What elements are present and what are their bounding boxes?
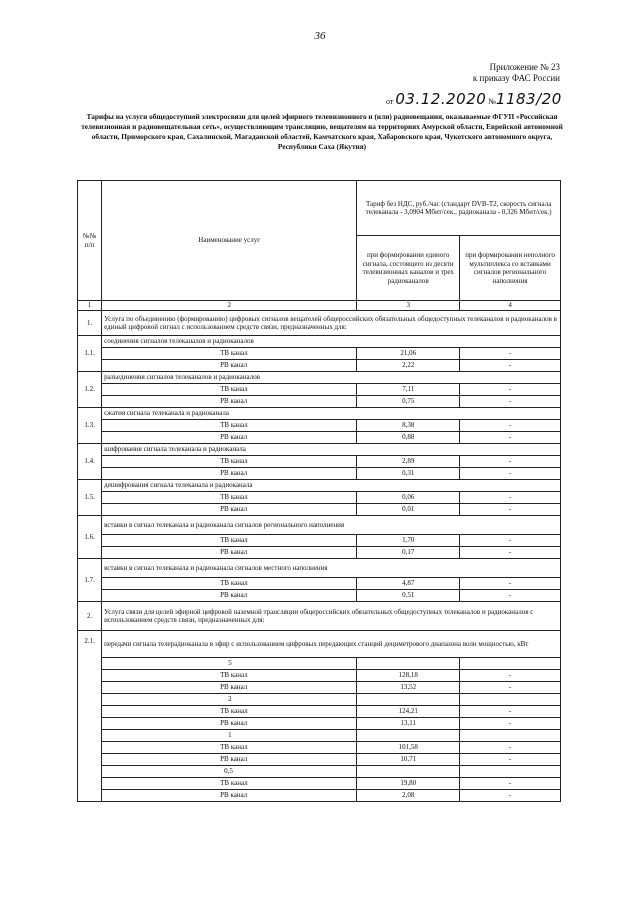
tariff-value: -	[460, 360, 561, 372]
tariff-value: -	[460, 706, 561, 718]
table-row	[78, 754, 561, 766]
channel-label: РВ канал	[102, 718, 357, 730]
channel-label: ТВ канал	[102, 348, 357, 360]
tariff-table	[77, 180, 561, 802]
tariff-value: 2,22	[357, 360, 460, 372]
tariff-value: -	[460, 504, 561, 516]
table-row	[78, 631, 561, 658]
channel-label: РВ канал	[102, 360, 357, 372]
tariff-value: 128,18	[357, 670, 460, 682]
item-number: 2.1.	[78, 631, 102, 802]
tariff-value: 0,75	[357, 396, 460, 408]
order-date: 03.12.2020	[395, 90, 487, 108]
table-row	[78, 706, 561, 718]
channel-label: ТВ канал	[102, 670, 357, 682]
table-row	[78, 778, 561, 790]
table-row	[78, 730, 561, 742]
tariff-value: -	[460, 468, 561, 480]
tariff-value: -	[460, 718, 561, 730]
table-row	[78, 504, 561, 516]
channel-label: ТВ канал	[102, 742, 357, 754]
channel-label: ТВ канал	[102, 384, 357, 396]
tariff-value: -	[460, 578, 561, 590]
tariff-value: 2,08	[357, 790, 460, 802]
appendix-label: Приложение № 23	[489, 62, 560, 72]
tariff-value: 0,06	[357, 492, 460, 504]
column-number: 4	[460, 301, 561, 311]
table-row	[78, 590, 561, 602]
tariff-value: 0,17	[357, 547, 460, 559]
item-label: шифрования сигнала телеканала и радиоканала	[102, 444, 561, 456]
channel-label: РВ канал	[102, 468, 357, 480]
power-value: 5	[102, 658, 357, 670]
item-number: 1.2.	[78, 372, 102, 408]
channel-label: РВ канал	[102, 432, 357, 444]
tariff-value: 2,89	[357, 456, 460, 468]
item-label: дешифрования сигнала телеканала и радиоканала	[102, 480, 561, 492]
section-number: 1.	[78, 311, 102, 336]
table-row	[78, 742, 561, 754]
tariff-value: -	[460, 547, 561, 559]
item-number: 1.4.	[78, 444, 102, 480]
tariff-value: 4,87	[357, 578, 460, 590]
table-row	[78, 559, 561, 578]
channel-label: ТВ канал	[102, 778, 357, 790]
tariff-value: -	[460, 682, 561, 694]
channel-label: ТВ канал	[102, 535, 357, 547]
tariff-value: -	[460, 590, 561, 602]
order-from-label: от	[386, 97, 394, 106]
channel-label: РВ канал	[102, 590, 357, 602]
header-col-name: Наименование услуг	[102, 181, 357, 301]
tariff-value: -	[460, 432, 561, 444]
tariff-value: 13,11	[357, 718, 460, 730]
page-number: 36	[314, 30, 326, 42]
item-number: 1.5.	[78, 480, 102, 516]
table-row	[78, 360, 561, 372]
table-row	[78, 535, 561, 547]
table-row	[78, 408, 561, 420]
column-number: 1	[78, 301, 102, 311]
order-number: 1183/20	[495, 90, 562, 108]
appendix-header	[380, 62, 560, 84]
table-row	[78, 384, 561, 396]
item-label: сжатия сигнала телеканала и радиоканала	[102, 408, 561, 420]
table-row	[78, 790, 561, 802]
table-row	[78, 670, 561, 682]
tariff-value: -	[460, 742, 561, 754]
item-number: 1.7.	[78, 559, 102, 602]
channel-label: РВ канал	[102, 682, 357, 694]
table-row	[78, 456, 561, 468]
item-label: соединения сигналов телеканалов и радиоканалов	[102, 336, 561, 348]
tariff-value: -	[460, 492, 561, 504]
channel-label: РВ канал	[102, 547, 357, 559]
tariff-value: 13,52	[357, 682, 460, 694]
tariff-value: -	[460, 420, 561, 432]
item-label: передачи сигнала телерадиоканала в эфир с использованием цифровых передающих станций дециметрового диапазона волн мощностью, кВт	[102, 631, 561, 658]
table-row	[78, 718, 561, 730]
tariff-value: -	[460, 456, 561, 468]
header-col-tariff: Тариф без НДС, руб./час (стандарт DVB-T2, скорость сигнала телеканала - 3,0904 Мбит/сек., радиоканала - 0,326 Мбит/сек.)	[357, 181, 561, 236]
channel-label: РВ канал	[102, 396, 357, 408]
table-row	[78, 432, 561, 444]
header-col-single-signal: при формировании единого сигнала, состоящего из десяти телевизионных каналов и трех радиоканалов	[357, 236, 460, 301]
channel-label: ТВ канал	[102, 420, 357, 432]
tariff-value: -	[460, 535, 561, 547]
item-label: вставки в сигнал телеканала и радиоканала сигналов местного наполнения	[102, 559, 561, 578]
table-row	[78, 396, 561, 408]
item-label: вставки в сигнал телеканала и радиоканала сигналов регионального наполнения	[102, 516, 561, 535]
tariff-value: 1,70	[357, 535, 460, 547]
column-numbers-row	[78, 301, 561, 311]
item-number: 1.1.	[78, 336, 102, 372]
tariff-value: -	[460, 790, 561, 802]
table-row	[78, 682, 561, 694]
tariff-value: -	[460, 348, 561, 360]
tariff-value: -	[460, 670, 561, 682]
tariff-value: -	[460, 384, 561, 396]
channel-label: РВ канал	[102, 504, 357, 516]
table-row	[78, 547, 561, 559]
power-value: 1	[102, 730, 357, 742]
order-number-label: №	[488, 97, 496, 106]
power-value: 2	[102, 694, 357, 706]
channel-label: РВ канал	[102, 754, 357, 766]
section-label: Услуга по объединению (формированию) цифровых сигналов вещателей общероссийских обязательных общедоступных телеканалов и радиоканалов в единый цифровой сигнал с использованием средств связи, предназначенных для:	[102, 311, 561, 336]
table-row	[78, 348, 561, 360]
tariff-value: 8,38	[357, 420, 460, 432]
header-col-partial-mux: при формировании неполного мультиплекса со вставками сигналов регионального наполнения	[460, 236, 561, 301]
tariff-value: -	[460, 396, 561, 408]
tariff-value: -	[460, 778, 561, 790]
tariff-value: 21,06	[357, 348, 460, 360]
table-row	[78, 766, 561, 778]
tariff-value: 0,51	[357, 590, 460, 602]
tariff-value: 19,80	[357, 778, 460, 790]
section-number: 2.	[78, 602, 102, 631]
document-title: Тарифы на услуги общедоступной электросвязи для целей эфирного телевизионного и (или) радиовещания, оказываемые ФГУП «Российская телевизионная и радиовещательная сеть», осуществляющим трансляцию, вещателям на территориях Амурской области, Еврейской автономной области, Приморского края, Сахалинской, Магаданской областей, Камчатского края, Хабаровского края, Чукотского автономного округа, Республики Саха (Якутия)	[81, 112, 563, 151]
column-number: 3	[357, 301, 460, 311]
order-line	[386, 90, 562, 108]
table-row	[78, 444, 561, 456]
tariff-value: 0,01	[357, 504, 460, 516]
tariff-value: -	[460, 754, 561, 766]
table-row	[78, 492, 561, 504]
table-row	[78, 480, 561, 492]
tariff-value: 0,31	[357, 468, 460, 480]
header-col-number: №№ п/п	[78, 181, 102, 301]
channel-label: ТВ канал	[102, 578, 357, 590]
tariff-value: 0,88	[357, 432, 460, 444]
item-label: разъединения сигналов телеканалов и радиоканалов	[102, 372, 561, 384]
table-row	[78, 658, 561, 670]
tariff-value: 7,11	[357, 384, 460, 396]
tariff-value: 101,58	[357, 742, 460, 754]
tariff-value: 124,21	[357, 706, 460, 718]
channel-label: ТВ канал	[102, 456, 357, 468]
item-number: 1.6.	[78, 516, 102, 559]
power-value: 0,5	[102, 766, 357, 778]
table-row	[78, 468, 561, 480]
section-row	[78, 311, 561, 336]
channel-label: ТВ канал	[102, 492, 357, 504]
channel-label: РВ канал	[102, 790, 357, 802]
section-label: Услуга связи для целей эфирной цифровой наземной трансляции общероссийских обязательных общедоступных телеканалов и радиоканалов с использованием средств связи, предназначенных для:	[102, 602, 561, 631]
table-row	[78, 420, 561, 432]
item-number: 1.3.	[78, 408, 102, 444]
table-row	[78, 336, 561, 348]
table-row	[78, 372, 561, 384]
tariff-value: 10,71	[357, 754, 460, 766]
column-number: 2	[102, 301, 357, 311]
table-row	[78, 694, 561, 706]
table-row	[78, 516, 561, 535]
order-reference: к приказу ФАС России	[472, 73, 560, 83]
channel-label: ТВ канал	[102, 706, 357, 718]
section-row	[78, 602, 561, 631]
table-row	[78, 578, 561, 590]
